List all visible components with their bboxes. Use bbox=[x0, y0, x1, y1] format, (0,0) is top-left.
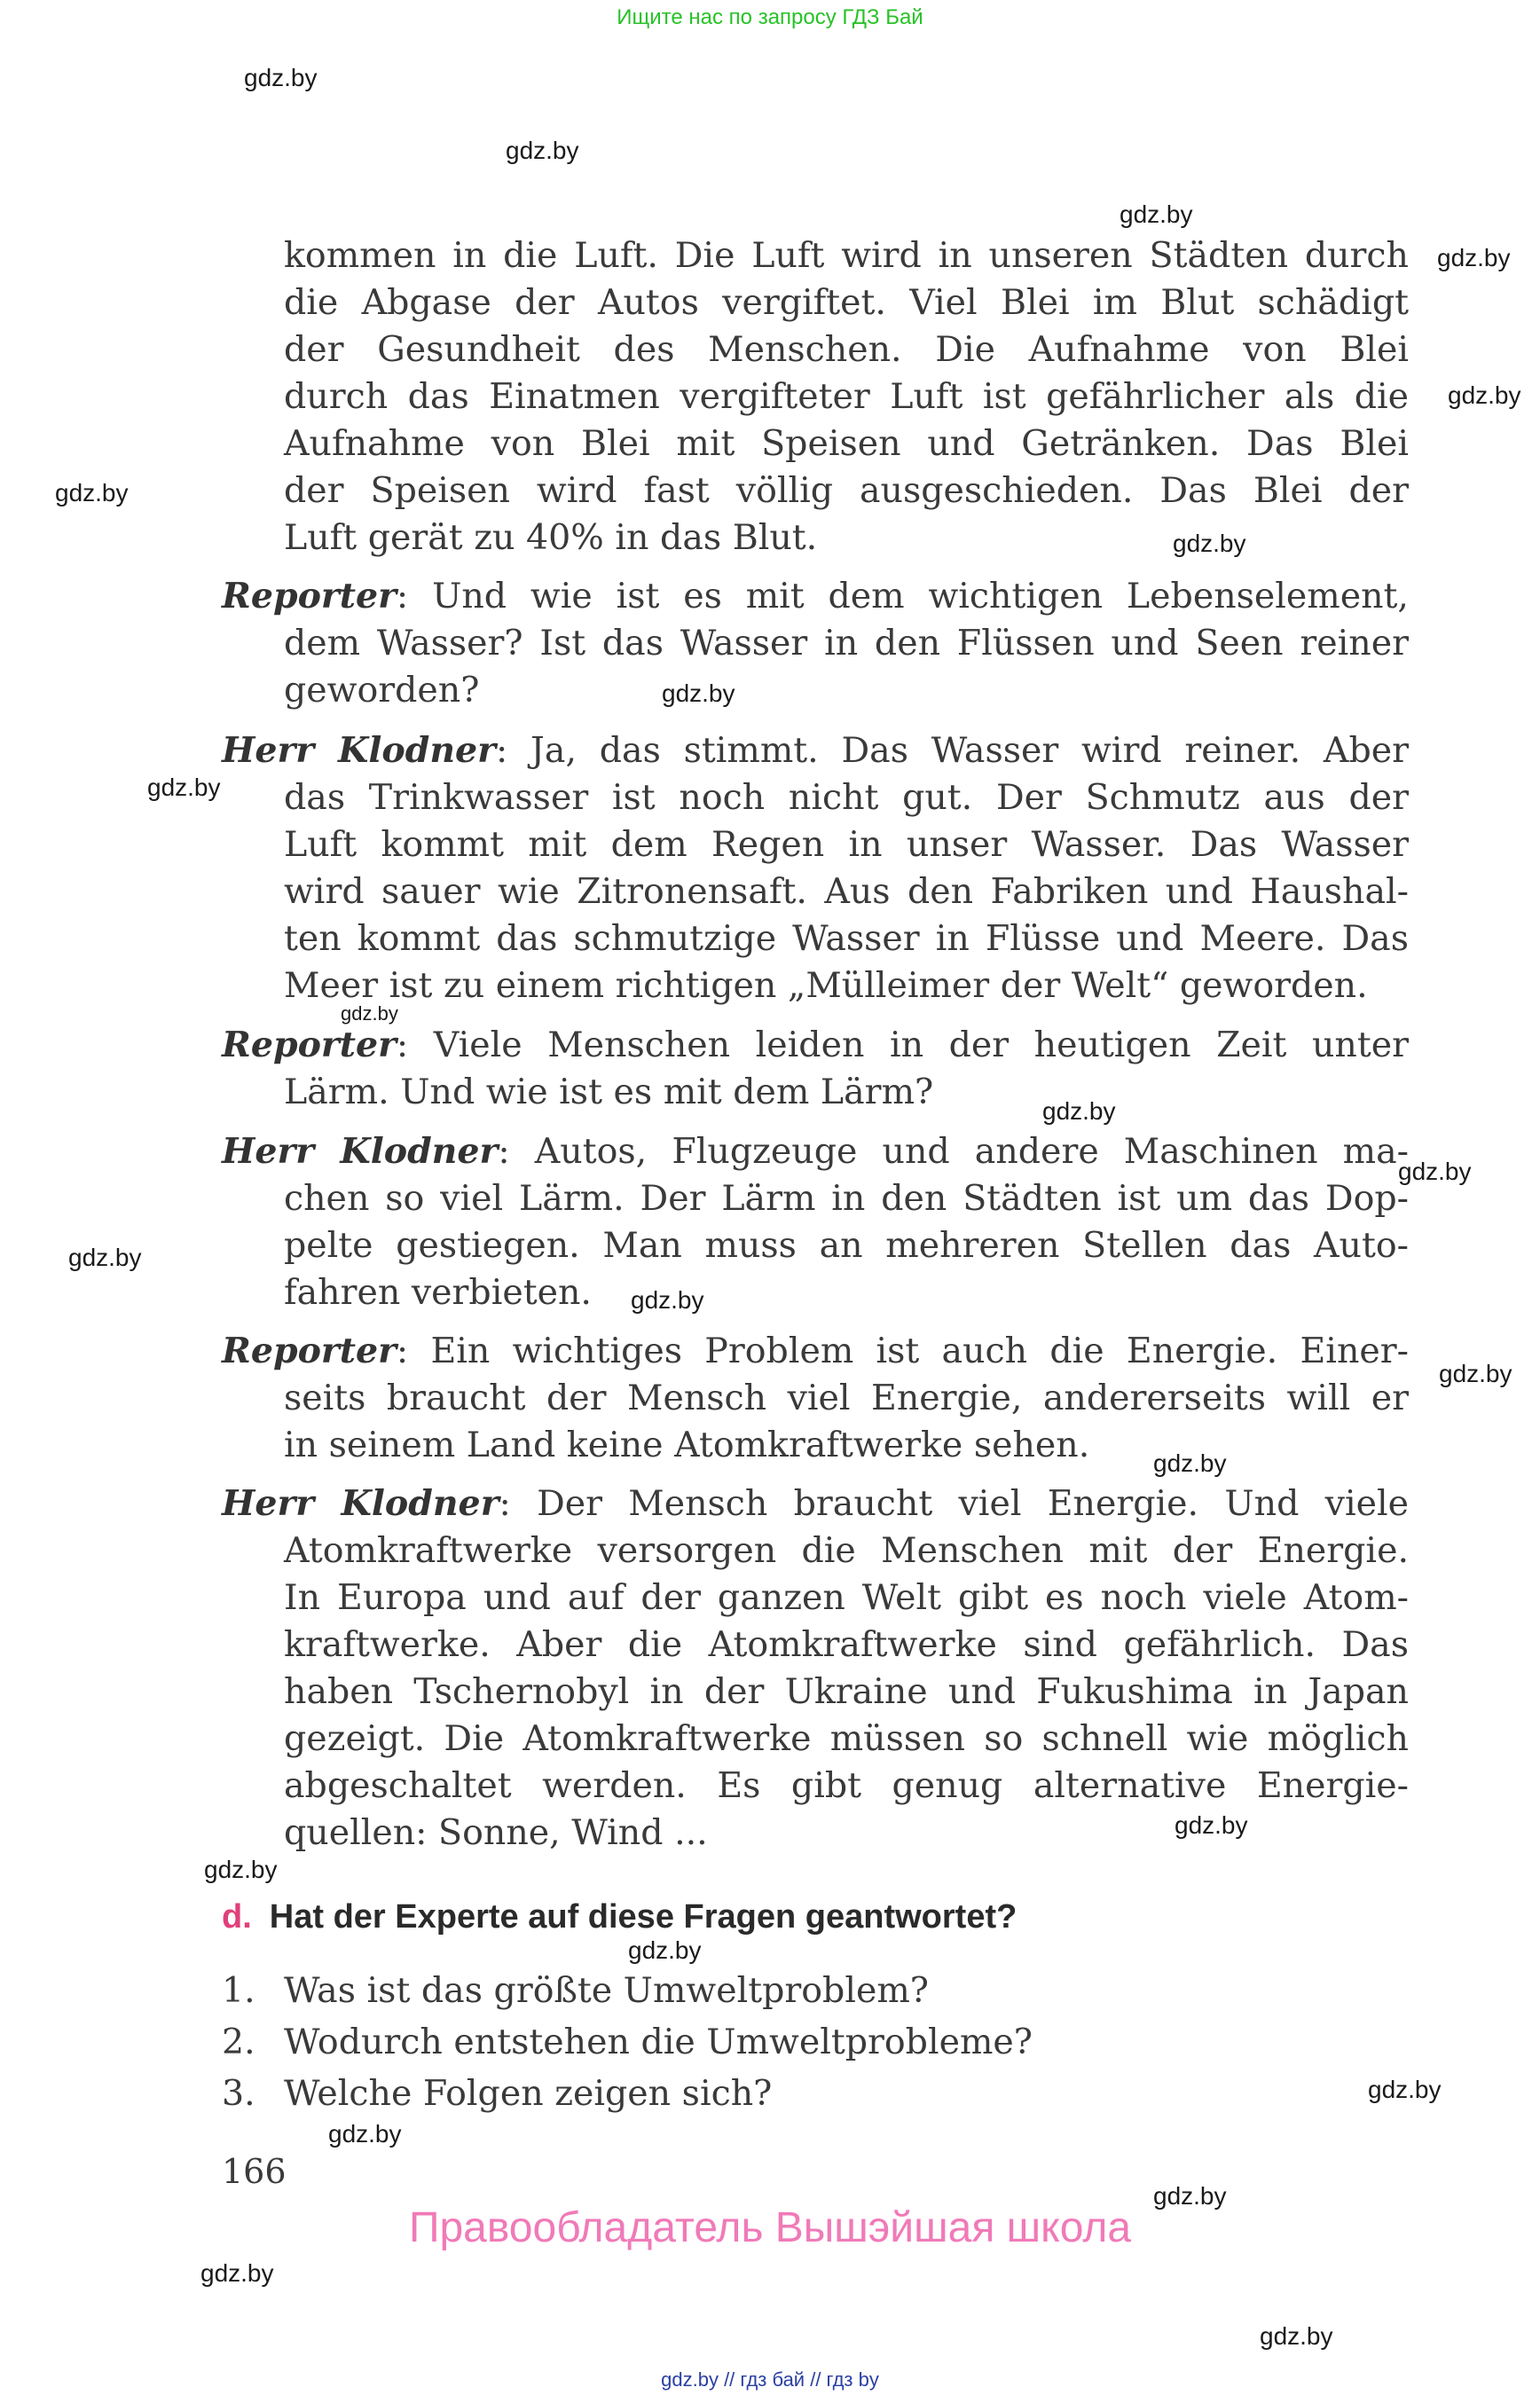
watermark: gdz.by bbox=[204, 1856, 278, 1883]
speaker-name: Herr Klodner bbox=[222, 730, 496, 771]
dialogue-line: wird sauer wie Zitronensaft. Aus den Fabriken und Haushal- bbox=[284, 871, 1409, 912]
watermark: gdz.by bbox=[506, 137, 579, 164]
text-line: Aufnahme von Blei mit Speisen und Getränken. Das Blei bbox=[284, 423, 1409, 464]
speaker-name: Reporter bbox=[222, 1331, 397, 1371]
dialogue-line: seits braucht der Mensch viel Energie, andererseits will er bbox=[284, 1378, 1409, 1418]
task-text: Hat der Experte auf diese Fragen geantwortet? bbox=[269, 1898, 1018, 1936]
dialogue-line: Luft kommt mit dem Regen in unser Wasser. Das Wasser bbox=[284, 824, 1409, 865]
dialogue-line: Reporter: Und wie ist es mit dem wichtigen Lebenselement, bbox=[222, 576, 1409, 616]
watermark: gdz.by bbox=[244, 64, 318, 91]
watermark: gdz.by bbox=[328, 2120, 402, 2148]
watermark: gdz.by bbox=[1153, 1449, 1227, 1477]
watermark: gdz.by bbox=[1260, 2322, 1333, 2350]
watermark: gdz.by bbox=[631, 1286, 704, 1314]
task-heading bbox=[222, 1898, 1017, 1936]
text-line: kommen in die Luft. Die Luft wird in unseren Städten durch bbox=[284, 235, 1409, 276]
dialogue-line: Herr Klodner: Ja, das stimmt. Das Wasser wird reiner. Aber bbox=[222, 730, 1409, 771]
dialogue-line: pelte gestiegen. Man muss an mehreren Stellen das Auto- bbox=[284, 1225, 1409, 1266]
list-item bbox=[222, 1965, 1033, 2016]
speaker-name: Herr Klodner bbox=[222, 1483, 499, 1524]
watermark: gdz.by bbox=[341, 1002, 398, 1025]
watermark: gdz.by bbox=[1153, 2182, 1227, 2210]
dialogue-line: chen so viel Lärm. Der Lärm in den Städten ist um das Dop- bbox=[284, 1178, 1409, 1219]
dialogue-line: geworden? bbox=[284, 670, 480, 711]
dialogue-line: quellen: Sonne, Wind ... bbox=[284, 1812, 708, 1853]
dialogue-line: abgeschaltet werden. Es gibt genug alternative Energie- bbox=[284, 1765, 1409, 1806]
watermark: gdz.by bbox=[1175, 1811, 1248, 1839]
page-number: 166 bbox=[222, 2152, 287, 2191]
watermark: gdz.by bbox=[1437, 244, 1511, 271]
question-text: Wodurch entstehen die Umweltprobleme? bbox=[284, 2022, 1033, 2062]
watermark: gdz.by bbox=[200, 2259, 274, 2287]
text-line: der Gesundheit des Menschen. Die Aufnahme von Blei bbox=[284, 329, 1409, 370]
question-number: 1. bbox=[222, 1970, 255, 2011]
question-text: Was ist das größte Umweltproblem? bbox=[284, 1970, 929, 2011]
list-item bbox=[222, 2068, 1033, 2119]
dialogue-line: fahren verbieten. bbox=[284, 1272, 592, 1313]
dialogue-line: In Europa und auf der ganzen Welt gibt es noch viele Atom- bbox=[284, 1577, 1409, 1618]
dialogue-line: dem Wasser? Ist das Wasser in den Flüssen und Seen reiner bbox=[284, 623, 1409, 664]
watermark: gdz.by bbox=[1042, 1097, 1116, 1125]
text-line: durch das Einatmen vergifteter Luft ist gefährlicher als die bbox=[284, 376, 1409, 417]
watermark: gdz.by bbox=[1368, 2076, 1442, 2103]
watermark: gdz.by bbox=[662, 679, 735, 707]
dialogue-line: Lärm. Und wie ist es mit dem Lärm? bbox=[284, 1072, 934, 1112]
list-item bbox=[222, 2016, 1033, 2068]
text-line: der Speisen wird fast völlig ausgeschieden. Das Blei der bbox=[284, 470, 1409, 511]
dialogue-line: kraftwerke. Aber die Atomkraftwerke sind gefährlich. Das bbox=[284, 1624, 1409, 1665]
top-banner: Ищите нас по запросу ГДЗ Бай bbox=[617, 5, 923, 29]
dialogue-line: gezeigt. Die Atomkraftwerke müssen so schnell wie möglich bbox=[284, 1718, 1409, 1759]
dialogue-line: Herr Klodner: Der Mensch braucht viel Energie. Und viele bbox=[222, 1483, 1409, 1524]
watermark: gdz.by bbox=[1120, 200, 1193, 228]
watermark: gdz.by bbox=[1398, 1158, 1472, 1185]
dialogue-turn bbox=[222, 1022, 1409, 1116]
question-number: 3. bbox=[222, 2073, 255, 2114]
text-line: Luft gerät zu 40% in das Blut. bbox=[284, 517, 818, 558]
dialogue-line: Reporter: Ein wichtiges Problem ist auch die Energie. Einer- bbox=[222, 1331, 1409, 1371]
watermark: gdz.by bbox=[147, 774, 221, 801]
dialogue-line: Herr Klodner: Autos, Flugzeuge und andere Maschinen ma- bbox=[222, 1131, 1409, 1172]
dialogue-turn bbox=[222, 1128, 1409, 1316]
dialogue-line: Meer ist zu einem richtigen „Mülleimer der Welt“ geworden. bbox=[284, 965, 1368, 1006]
dialogue-turn bbox=[222, 1480, 1409, 1857]
question-list bbox=[222, 1965, 1033, 2119]
dialogue-turn bbox=[222, 573, 1409, 714]
dialogue-line: das Trinkwasser ist noch nicht gut. Der Schmutz aus der bbox=[284, 777, 1409, 818]
dialogue-line: in seinem Land keine Atomkraftwerke sehen. bbox=[284, 1425, 1090, 1465]
footer-links[interactable]: gdz.by // гдз бай // гдз by bbox=[661, 2368, 879, 2391]
dialogue-turn bbox=[222, 1328, 1409, 1469]
speaker-name: Herr Klodner bbox=[222, 1131, 499, 1172]
dialogue-line: Atomkraftwerke versorgen die Menschen mit der Energie. bbox=[284, 1530, 1409, 1571]
dialogue-line: ten kommt das schmutzige Wasser in Flüsse und Meere. Das bbox=[284, 918, 1409, 959]
speaker-name: Reporter bbox=[222, 576, 397, 616]
speaker-name: Reporter bbox=[222, 1025, 397, 1065]
text-line: die Abgase der Autos vergiftet. Viel Blei im Blut schädigt bbox=[284, 282, 1409, 323]
watermark: gdz.by bbox=[628, 1936, 702, 1964]
watermark: gdz.by bbox=[1173, 530, 1246, 557]
question-number: 2. bbox=[222, 2022, 255, 2062]
dialogue-line: haben Tschernobyl in der Ukraine und Fukushima in Japan bbox=[284, 1671, 1409, 1712]
task-letter: d. bbox=[222, 1898, 252, 1936]
dialogue-line: Reporter: Viele Menschen leiden in der heutigen Zeit unter bbox=[222, 1025, 1409, 1065]
question-text: Welche Folgen zeigen sich? bbox=[284, 2073, 773, 2114]
dialogue-turn bbox=[222, 727, 1409, 1009]
continuation-paragraph bbox=[284, 232, 1409, 561]
rights-holder-notice: Правообладатель Вышэйшая школа bbox=[408, 2204, 1132, 2251]
watermark: gdz.by bbox=[1448, 381, 1521, 409]
watermark: gdz.by bbox=[1439, 1360, 1512, 1387]
watermark: gdz.by bbox=[55, 479, 129, 507]
watermark: gdz.by bbox=[68, 1244, 142, 1271]
